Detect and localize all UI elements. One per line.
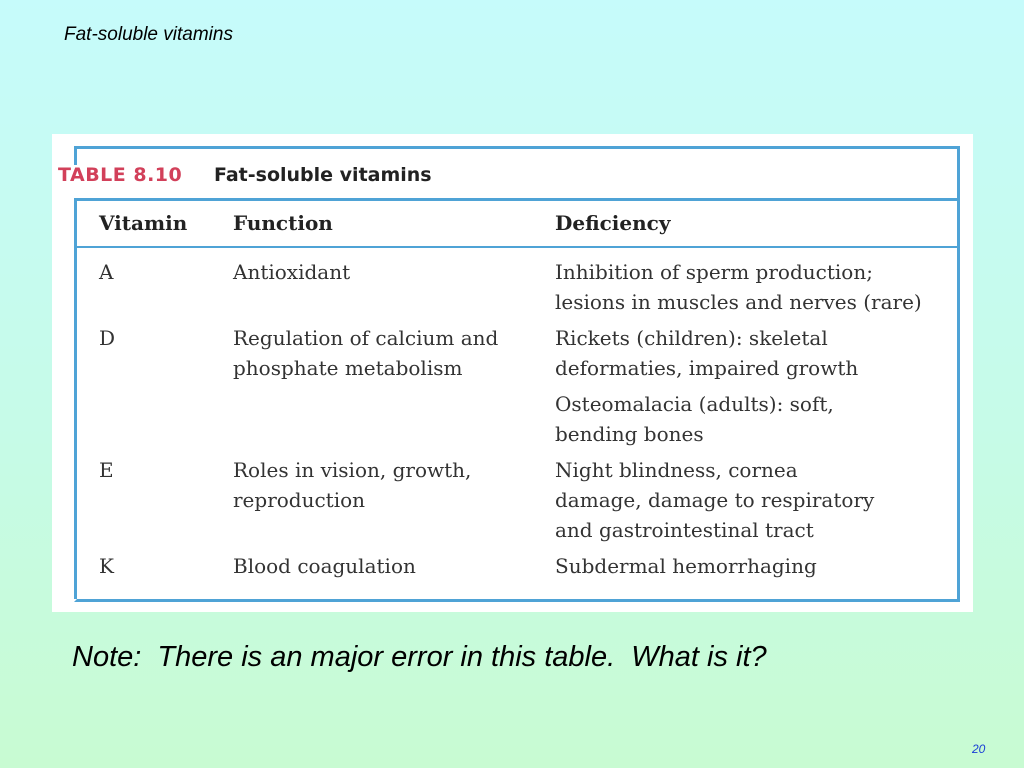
table-frame-left-edge-bottom	[74, 198, 77, 599]
row-a-function-line-1: Antioxidant	[233, 260, 351, 284]
caption-rule	[77, 198, 957, 201]
row-d-deficiency-line-3: Osteomalacia (adults): soft,	[555, 392, 834, 416]
page-number: 20	[972, 742, 986, 756]
table-frame-left-edge-top	[74, 146, 77, 165]
row-k-function-line-1: Blood coagulation	[233, 554, 416, 578]
row-e-deficiency-line-3: and gastrointestinal tract	[555, 518, 814, 542]
table-caption: Fat-soluble vitamins	[214, 164, 432, 186]
row-e-function-line-2: reproduction	[233, 488, 366, 512]
header-deficiency: Deficiency	[555, 211, 671, 235]
row-d-function-line-2: phosphate metabolism	[233, 356, 463, 380]
row-a-deficiency-line-2: lesions in muscles and nerves (rare)	[555, 290, 922, 314]
row-d-deficiency-line-2: deformaties, impaired growth	[555, 356, 859, 380]
row-d-deficiency-line-1: Rickets (children): skeletal	[555, 326, 828, 350]
row-a-vitamin: A	[99, 260, 114, 284]
table-image-panel	[52, 134, 973, 612]
row-e-function-line-1: Roles in vision, growth,	[233, 458, 472, 482]
error-note: Note: There is an major error in this table. What is it?	[72, 641, 767, 673]
row-k-deficiency-line-1: Subdermal hemorrhaging	[555, 554, 817, 578]
row-d-vitamin: D	[99, 326, 116, 350]
row-e-deficiency-line-1: Night blindness, cornea	[555, 458, 798, 482]
row-e-vitamin: E	[99, 458, 114, 482]
row-a-deficiency-line-1: Inhibition of sperm production;	[555, 260, 873, 284]
row-d-deficiency-line-4: bending bones	[555, 422, 704, 446]
header-function: Function	[233, 211, 333, 235]
header-vitamin: Vitamin	[99, 211, 188, 235]
row-d-function-line-1: Regulation of calcium and	[233, 326, 499, 350]
row-e-deficiency-line-2: damage, damage to respiratory	[555, 488, 875, 512]
header-rule	[77, 246, 957, 248]
row-k-vitamin: K	[99, 554, 114, 578]
table-number: TABLE 8.10	[58, 164, 183, 186]
slide-title: Fat-soluble vitamins	[64, 24, 233, 45]
